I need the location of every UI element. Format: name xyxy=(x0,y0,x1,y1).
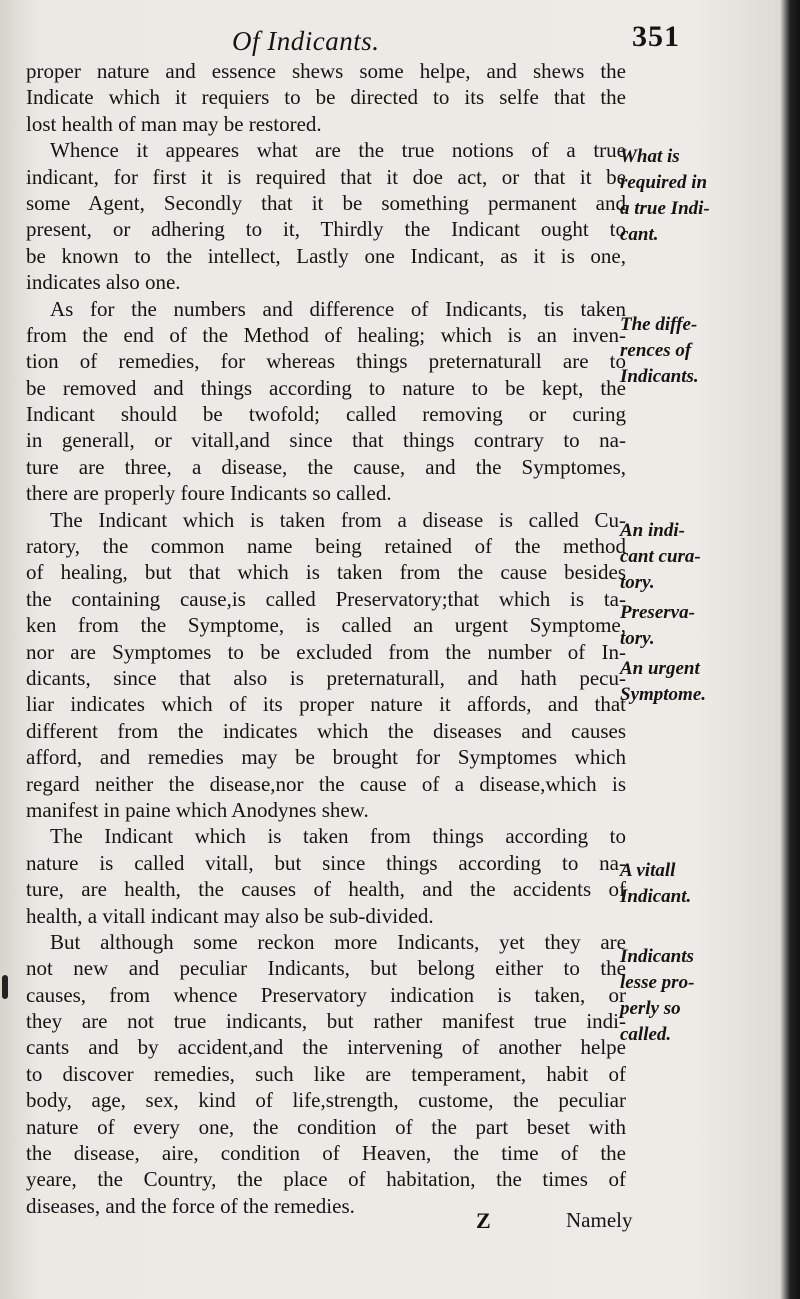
text-line: cants and by accident,and the intervening of another helpe xyxy=(26,1035,626,1060)
text-line: But although some reckon more Indicants, yet they are xyxy=(50,929,626,954)
margin-note-line: cant cura- xyxy=(620,546,701,567)
text-line: ture, are health, the causes of health, and the accidents of xyxy=(26,877,626,902)
ink-blot xyxy=(2,975,8,999)
text-line: Indicate which it requiers to be directed to its selfe that the xyxy=(26,85,626,110)
margin-note-line: required in xyxy=(620,172,708,193)
margin-note xyxy=(620,600,695,652)
margin-note-line: cant. xyxy=(620,224,659,245)
text-line: different from the indicates which the diseases and causes xyxy=(26,718,626,743)
margin-note-line: tory. xyxy=(620,628,655,649)
text-line: Indicant should be twofold; called removing or curing xyxy=(26,402,626,427)
text-line: liar indicates which of its proper nature it affords, and that xyxy=(26,692,626,717)
text-line: yeare, the Country, the place of habitation, the times of xyxy=(26,1167,626,1192)
margin-note-line: Indicant. xyxy=(620,886,692,907)
margin-note xyxy=(620,144,710,248)
text-line: ture are three, a disease, the cause, and the Symptomes, xyxy=(26,454,626,479)
text-line: the containing cause,is called Preservatory;that which is ta- xyxy=(26,586,626,611)
margin-note-line: Indicants. xyxy=(620,366,699,387)
text-line: nature is called vitall, but since things according to na- xyxy=(26,850,626,875)
text-line: there are properly foure Indicants so called. xyxy=(26,481,392,506)
text-line: proper nature and essence shews some helpe, and shews the xyxy=(26,59,626,83)
margin-note-line: a true Indi- xyxy=(620,198,710,219)
text-line: diseases, and the force of the remedies. xyxy=(26,1193,355,1218)
text-line: The Indicant which is taken from things according to xyxy=(50,824,626,849)
page-number: 351 xyxy=(632,20,680,53)
text-line: As for the numbers and difference of Indicants, tis taken xyxy=(50,296,626,321)
text-line: be removed and things according to nature to be kept, the xyxy=(26,375,626,400)
text-line: present, or adhering to it, Thirdly the Indicant ought to xyxy=(26,217,626,242)
margin-note xyxy=(620,944,694,1048)
margin-note-line: rences of xyxy=(620,340,692,361)
margin-note-line: called. xyxy=(620,1024,672,1045)
text-line: the disease, aire, condition of Heaven, the time of the xyxy=(26,1141,626,1166)
margin-note-line: perly so xyxy=(620,998,681,1019)
text-line: dicants, since that also is preternaturall, and hath pecu- xyxy=(26,665,626,690)
text-line: nor are Symptomes to be excluded from the number of In- xyxy=(26,639,626,664)
text-line: indicates also one. xyxy=(26,270,181,295)
running-head: Of Indicants. xyxy=(232,26,380,56)
text-line: some Agent, Secondly that it be something permanent and xyxy=(26,190,626,215)
margin-note-line: An urgent xyxy=(620,658,700,679)
text-line: manifest in paine which Anodynes shew. xyxy=(26,797,369,822)
margin-note-line: A vitall xyxy=(620,860,676,881)
text-line: lost health of man may be restored. xyxy=(26,111,322,136)
text-line: ken from the Symptome, is called an urgent Symptome, xyxy=(26,613,626,638)
margin-note-line: An indi- xyxy=(620,520,685,541)
margin-note-line: tory. xyxy=(620,572,655,593)
text-line: be known to the intellect, Lastly one Indicant, as it is one, xyxy=(26,243,626,268)
margin-note xyxy=(620,858,691,910)
catchword: Namely xyxy=(566,1208,633,1232)
text-line: health, a vitall indicant may also be sub-divided. xyxy=(26,903,434,928)
text-line: The Indicant which is taken from a disease is called Cu- xyxy=(50,507,626,532)
margin-note-line: Indicants xyxy=(620,946,694,967)
margin-note-line: Symptome. xyxy=(620,684,707,705)
margin-note-line: What is xyxy=(620,146,680,167)
margin-note-line: The diffe- xyxy=(620,314,698,335)
text-line: regard neither the disease,nor the cause of a disease,which is xyxy=(26,771,626,796)
text-line: in generall, or vitall,and since that things contrary to na- xyxy=(26,428,626,453)
text-line: ratory, the common name being retained of the method xyxy=(26,534,626,559)
text-line: not new and peculiar Indicants, but belong either to the xyxy=(26,956,626,981)
margin-note xyxy=(620,312,699,390)
text-line: nature of every one, the condition of the part beset with xyxy=(26,1114,626,1139)
text-line: indicant, for first it is required that it doe act, or that it be xyxy=(26,164,626,189)
text-line: they are not true indicants, but rather manifest true indi- xyxy=(26,1009,626,1034)
margin-note xyxy=(620,656,706,708)
margin-note-line: lesse pro- xyxy=(620,972,695,993)
margin-notes xyxy=(620,0,790,1299)
margin-note-line: Preserva- xyxy=(620,602,695,623)
page-footer xyxy=(26,1208,633,1238)
body-text xyxy=(26,58,626,1219)
text-line: of healing, but that which is taken from the cause besides xyxy=(26,560,626,585)
text-line: body, age, sex, kind of life,strength, custome, the peculiar xyxy=(26,1088,626,1113)
text-line: from the end of the Method of healing; which is an inven- xyxy=(26,322,626,347)
text-line: causes, from whence Preservatory indication is taken, or xyxy=(26,982,626,1007)
text-line: afford, and remedies may be brought for Symptomes which xyxy=(26,745,626,770)
text-line: to discover remedies, such like are temperament, habit of xyxy=(26,1061,626,1086)
text-line: tion of remedies, for whereas things preternaturall are to xyxy=(26,349,626,374)
text-line: Whence it appeares what are the true notions of a true xyxy=(50,138,626,163)
margin-note xyxy=(620,518,701,596)
signature-mark: Z xyxy=(476,1208,491,1233)
